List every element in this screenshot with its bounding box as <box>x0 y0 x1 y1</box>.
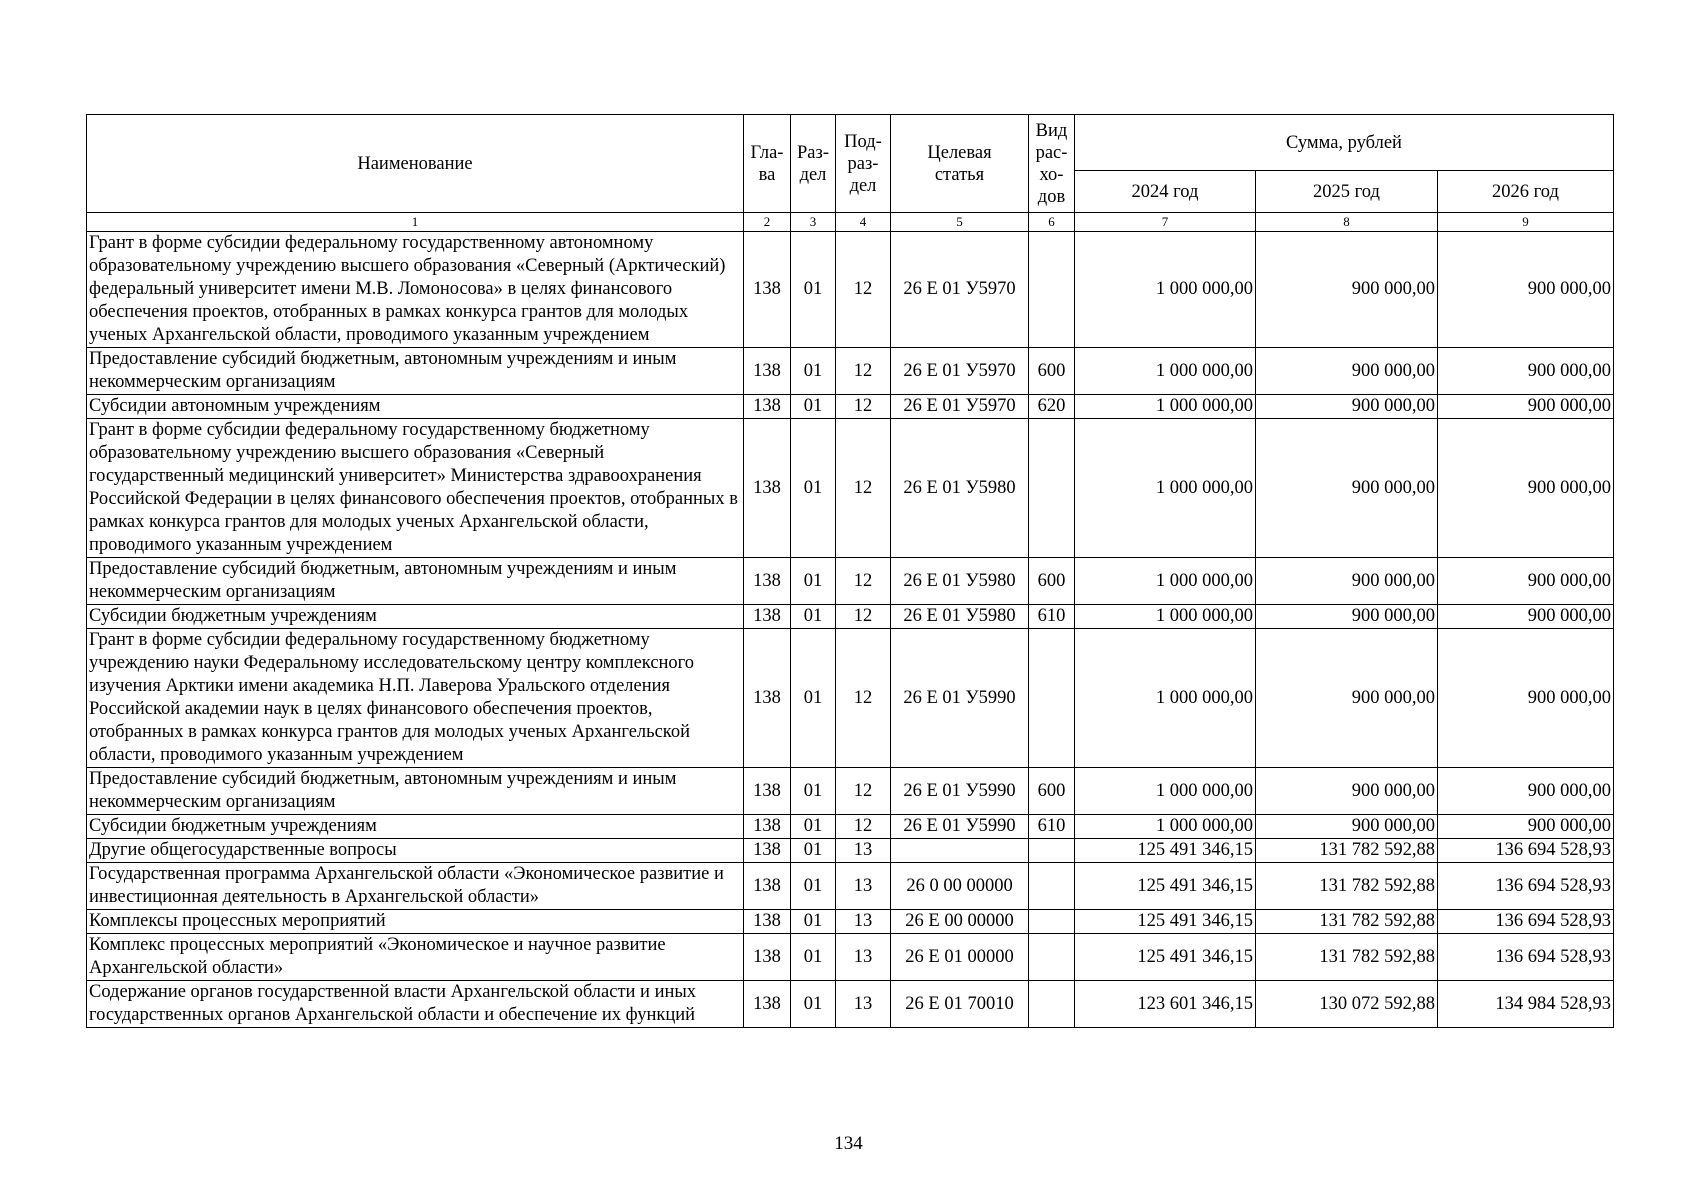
header-year-2025: 2025 год <box>1256 171 1438 213</box>
amount-2025-cell: 900 000,00 <box>1256 629 1438 768</box>
header-year-2026: 2026 год <box>1438 171 1614 213</box>
amount-2025-cell: 900 000,00 <box>1256 605 1438 629</box>
amount-2024-cell: 125 491 346,15 <box>1075 839 1256 863</box>
name-cell: Субсидии бюджетным учреждениям <box>87 815 744 839</box>
column-number-row <box>87 213 1614 232</box>
razdel-cell: 01 <box>791 348 836 395</box>
amount-2025-cell: 131 782 592,88 <box>1256 839 1438 863</box>
amount-2026-cell: 900 000,00 <box>1438 605 1614 629</box>
amount-2024-cell: 1 000 000,00 <box>1075 348 1256 395</box>
amount-2026-cell: 136 694 528,93 <box>1438 910 1614 934</box>
name-cell: Государственная программа Архангельской области «Экономическое развитие и инвестиционная деятельность в Архангельской области» <box>87 863 744 910</box>
expense-type-cell <box>1029 232 1075 348</box>
amount-2024-cell: 1 000 000,00 <box>1075 815 1256 839</box>
amount-2026-cell: 900 000,00 <box>1438 629 1614 768</box>
podrazdel-cell: 12 <box>836 348 891 395</box>
razdel-cell: 01 <box>791 419 836 558</box>
target-article-cell: 26 Е 01 У5980 <box>891 419 1029 558</box>
glava-cell: 138 <box>744 232 791 348</box>
glava-cell: 138 <box>744 863 791 910</box>
glava-cell: 138 <box>744 934 791 981</box>
header-razdel: Раз- дел <box>791 115 836 213</box>
header-name: Наименование <box>87 115 744 213</box>
glava-cell: 138 <box>744 981 791 1028</box>
amount-2026-cell: 900 000,00 <box>1438 232 1614 348</box>
podrazdel-cell: 13 <box>836 839 891 863</box>
amount-2026-cell: 900 000,00 <box>1438 395 1614 419</box>
razdel-cell: 01 <box>791 863 836 910</box>
podrazdel-cell: 13 <box>836 934 891 981</box>
table-row <box>87 348 1614 395</box>
expense-type-cell: 610 <box>1029 605 1075 629</box>
target-article-cell: 26 Е 01 У5970 <box>891 348 1029 395</box>
razdel-cell: 01 <box>791 629 836 768</box>
expense-type-cell: 600 <box>1029 348 1075 395</box>
table-row <box>87 863 1614 910</box>
razdel-cell: 01 <box>791 558 836 605</box>
target-article-cell: 26 Е 01 У5980 <box>891 605 1029 629</box>
razdel-cell: 01 <box>791 232 836 348</box>
budget-table <box>86 114 1614 1028</box>
amount-2025-cell: 131 782 592,88 <box>1256 934 1438 981</box>
name-cell: Комплексы процессных мероприятий <box>87 910 744 934</box>
glava-cell: 138 <box>744 395 791 419</box>
name-cell: Субсидии автономным учреждениям <box>87 395 744 419</box>
amount-2024-cell: 1 000 000,00 <box>1075 558 1256 605</box>
column-number-cell: 3 <box>791 213 836 232</box>
expense-type-cell <box>1029 419 1075 558</box>
expense-type-cell: 620 <box>1029 395 1075 419</box>
amount-2024-cell: 125 491 346,15 <box>1075 934 1256 981</box>
column-number-cell: 7 <box>1075 213 1256 232</box>
razdel-cell: 01 <box>791 934 836 981</box>
name-cell: Субсидии бюджетным учреждениям <box>87 605 744 629</box>
amount-2025-cell: 900 000,00 <box>1256 815 1438 839</box>
amount-2025-cell: 900 000,00 <box>1256 395 1438 419</box>
target-article-cell: 26 Е 00 00000 <box>891 910 1029 934</box>
glava-cell: 138 <box>744 348 791 395</box>
column-number-cell: 8 <box>1256 213 1438 232</box>
glava-cell: 138 <box>744 558 791 605</box>
amount-2024-cell: 1 000 000,00 <box>1075 419 1256 558</box>
amount-2024-cell: 1 000 000,00 <box>1075 395 1256 419</box>
name-cell: Грант в форме субсидии федеральному государственному бюджетному учреждению науки Федеральному исследовательскому центру комплексного изучения Арктики имени академика Н.П. Лаверова Уральского отделения Российской академии наук в целях финансового обеспечения проектов, отобранных в рамках конкурса грантов для молодых ученых Архангельской области, проводимого указанным учреждением <box>87 629 744 768</box>
podrazdel-cell: 12 <box>836 232 891 348</box>
expense-type-cell <box>1029 981 1075 1028</box>
amount-2024-cell: 1 000 000,00 <box>1075 232 1256 348</box>
column-number-cell: 1 <box>87 213 744 232</box>
header-sum: Сумма, рублей <box>1075 115 1614 171</box>
amount-2026-cell: 900 000,00 <box>1438 419 1614 558</box>
page-number: 134 <box>834 1133 863 1154</box>
podrazdel-cell: 13 <box>836 910 891 934</box>
table-row <box>87 981 1614 1028</box>
expense-type-cell <box>1029 934 1075 981</box>
glava-cell: 138 <box>744 815 791 839</box>
podrazdel-cell: 12 <box>836 768 891 815</box>
header-year-2024: 2024 год <box>1075 171 1256 213</box>
amount-2026-cell: 136 694 528,93 <box>1438 839 1614 863</box>
razdel-cell: 01 <box>791 839 836 863</box>
podrazdel-cell: 12 <box>836 605 891 629</box>
amount-2026-cell: 900 000,00 <box>1438 558 1614 605</box>
razdel-cell: 01 <box>791 815 836 839</box>
amount-2025-cell: 130 072 592,88 <box>1256 981 1438 1028</box>
name-cell: Предоставление субсидий бюджетным, автономным учреждениям и иным некоммерческим организациям <box>87 348 744 395</box>
amount-2026-cell: 900 000,00 <box>1438 348 1614 395</box>
target-article-cell: 26 Е 01 У5970 <box>891 232 1029 348</box>
target-article-cell: 26 Е 01 У5990 <box>891 629 1029 768</box>
target-article-cell: 26 0 00 00000 <box>891 863 1029 910</box>
table-row <box>87 558 1614 605</box>
name-cell: Предоставление субсидий бюджетным, автономным учреждениям и иным некоммерческим организациям <box>87 768 744 815</box>
expense-type-cell: 610 <box>1029 815 1075 839</box>
amount-2024-cell: 1 000 000,00 <box>1075 629 1256 768</box>
expense-type-cell <box>1029 863 1075 910</box>
podrazdel-cell: 12 <box>836 558 891 605</box>
header-glava: Гла- ва <box>744 115 791 213</box>
glava-cell: 138 <box>744 910 791 934</box>
header-expense-type: Вид рас- хо- дов <box>1029 115 1075 213</box>
amount-2025-cell: 900 000,00 <box>1256 232 1438 348</box>
razdel-cell: 01 <box>791 981 836 1028</box>
name-cell: Предоставление субсидий бюджетным, автономным учреждениям и иным некоммерческим организациям <box>87 558 744 605</box>
header-target-article: Целевая статья <box>891 115 1029 213</box>
podrazdel-cell: 12 <box>836 815 891 839</box>
razdel-cell: 01 <box>791 395 836 419</box>
amount-2024-cell: 125 491 346,15 <box>1075 863 1256 910</box>
header-podrazdel: Под- раз- дел <box>836 115 891 213</box>
amount-2024-cell: 123 601 346,15 <box>1075 981 1256 1028</box>
glava-cell: 138 <box>744 605 791 629</box>
target-article-cell: 26 Е 01 У5980 <box>891 558 1029 605</box>
amount-2026-cell: 900 000,00 <box>1438 768 1614 815</box>
amount-2026-cell: 136 694 528,93 <box>1438 863 1614 910</box>
column-number-cell: 5 <box>891 213 1029 232</box>
podrazdel-cell: 12 <box>836 629 891 768</box>
amount-2025-cell: 900 000,00 <box>1256 768 1438 815</box>
amount-2026-cell: 900 000,00 <box>1438 815 1614 839</box>
amount-2026-cell: 134 984 528,93 <box>1438 981 1614 1028</box>
glava-cell: 138 <box>744 768 791 815</box>
amount-2024-cell: 125 491 346,15 <box>1075 910 1256 934</box>
table-body <box>87 213 1614 1028</box>
expense-type-cell <box>1029 629 1075 768</box>
table-row <box>87 629 1614 768</box>
name-cell: Комплекс процессных мероприятий «Экономическое и научное развитие Архангельской области» <box>87 934 744 981</box>
table-row <box>87 419 1614 558</box>
amount-2025-cell: 131 782 592,88 <box>1256 910 1438 934</box>
table-row <box>87 232 1614 348</box>
amount-2025-cell: 900 000,00 <box>1256 558 1438 605</box>
table-row <box>87 934 1614 981</box>
amount-2024-cell: 1 000 000,00 <box>1075 605 1256 629</box>
expense-type-cell: 600 <box>1029 768 1075 815</box>
razdel-cell: 01 <box>791 605 836 629</box>
table-row <box>87 815 1614 839</box>
podrazdel-cell: 13 <box>836 863 891 910</box>
table-row <box>87 839 1614 863</box>
target-article-cell <box>891 839 1029 863</box>
target-article-cell: 26 Е 01 У5990 <box>891 768 1029 815</box>
column-number-cell: 2 <box>744 213 791 232</box>
podrazdel-cell: 12 <box>836 395 891 419</box>
amount-2024-cell: 1 000 000,00 <box>1075 768 1256 815</box>
table-row <box>87 395 1614 419</box>
podrazdel-cell: 13 <box>836 981 891 1028</box>
podrazdel-cell: 12 <box>836 419 891 558</box>
glava-cell: 138 <box>744 629 791 768</box>
amount-2025-cell: 131 782 592,88 <box>1256 863 1438 910</box>
target-article-cell: 26 Е 01 У5990 <box>891 815 1029 839</box>
column-number-cell: 4 <box>836 213 891 232</box>
table-row <box>87 605 1614 629</box>
name-cell: Содержание органов государственной власти Архангельской области и иных государственных органов Архангельской области и обеспечение их функций <box>87 981 744 1028</box>
amount-2025-cell: 900 000,00 <box>1256 348 1438 395</box>
razdel-cell: 01 <box>791 768 836 815</box>
column-number-cell: 9 <box>1438 213 1614 232</box>
expense-type-cell <box>1029 910 1075 934</box>
amount-2025-cell: 900 000,00 <box>1256 419 1438 558</box>
column-number-cell: 6 <box>1029 213 1075 232</box>
expense-type-cell: 600 <box>1029 558 1075 605</box>
razdel-cell: 01 <box>791 910 836 934</box>
glava-cell: 138 <box>744 839 791 863</box>
target-article-cell: 26 Е 01 00000 <box>891 934 1029 981</box>
name-cell: Другие общегосударственные вопросы <box>87 839 744 863</box>
table-row <box>87 768 1614 815</box>
glava-cell: 138 <box>744 419 791 558</box>
target-article-cell: 26 Е 01 У5970 <box>891 395 1029 419</box>
name-cell: Грант в форме субсидии федеральному государственному бюджетному образовательному учреждению высшего образования «Северный государственный медицинский университет» Министерства здравоохранения Российской Федерации в целях финансового обеспечения проектов, отобранных в рамках конкурса грантов для молодых ученых Архангельской области, проводимого указанным учреждением <box>87 419 744 558</box>
expense-type-cell <box>1029 839 1075 863</box>
table-row <box>87 910 1614 934</box>
amount-2026-cell: 136 694 528,93 <box>1438 934 1614 981</box>
name-cell: Грант в форме субсидии федеральному государственному автономному образовательному учреждению высшего образования «Северный (Арктический) федеральный университет имени М.В. Ломоносова» в целях финансового обеспечения проектов, отобранных в рамках конкурса грантов для молодых ученых Архангельской области, проводимого указанным учреждением <box>87 232 744 348</box>
target-article-cell: 26 Е 01 70010 <box>891 981 1029 1028</box>
